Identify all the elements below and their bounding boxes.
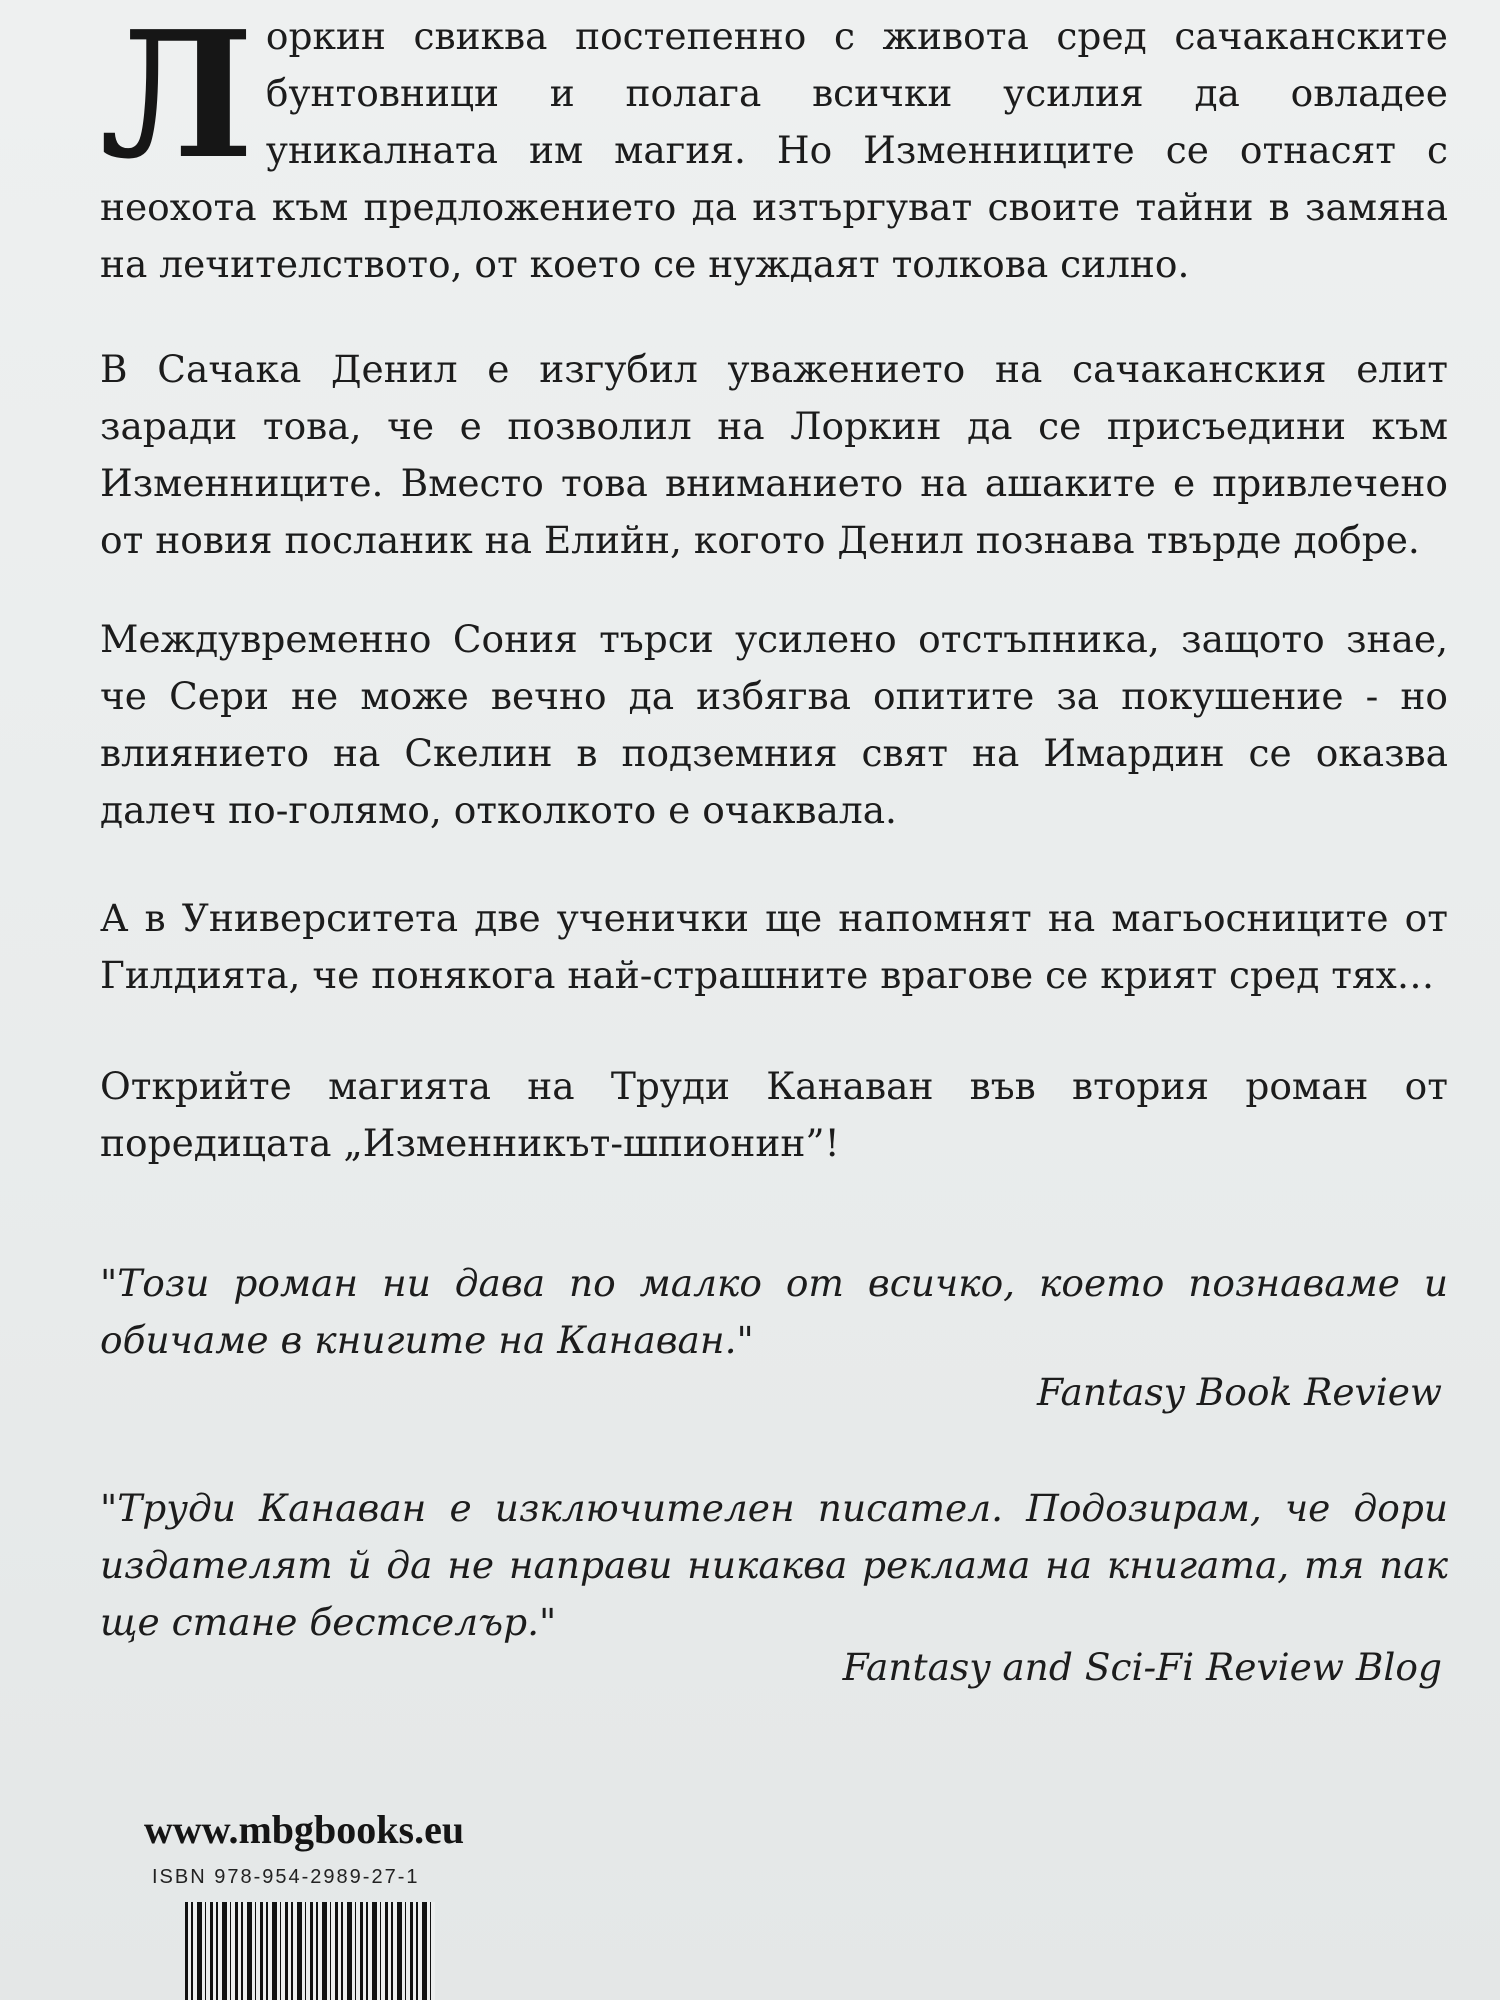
paragraph-sonia: Междувременно Сония търси усилено отстъпника, защото знае, че Сери не може вечно да избягва опитите за покушение - но влиянието на Скелин в подземния свят на Имардин се оказва далеч по-голямо, отколкото е очаквала. xyxy=(100,617,1448,832)
drop-cap: Л xyxy=(100,0,254,198)
paragraph-discover: Открийте магията на Труди Канаван във втория роман от поредицата „Изменникът-шпионин”! xyxy=(100,1064,1448,1165)
intro-paragraph xyxy=(100,0,1448,293)
review-source-2: Fantasy and Sci-Fi Review Blog xyxy=(842,1645,1442,1689)
publisher-website: www.mbgbooks.eu xyxy=(144,1807,465,1852)
review-source-1: Fantasy Book Review xyxy=(1036,1370,1442,1414)
isbn-number: ISBN 978-954-2989-27-1 xyxy=(152,1866,420,1888)
review-quote-1: "Този роман ни дава по малко от всичко, което познаваме и обичаме в книгите на Канаван." xyxy=(100,1261,1448,1362)
intro-text: оркин свиква постепенно с живота сред сачаканските бунтовници и полага всички усилия да овладее уникалната им магия. Но Изменниците се отнасят с неохота към предложението да изтъргуват своите тайни в замяна на лечителството, от което се нуждаят толкова силно. xyxy=(100,14,1448,286)
barcode-graphic xyxy=(185,1902,435,2000)
review-quote-2: "Труди Канаван е изключителен писател. Подозирам, че дори издателят й да не направи никаква реклама на книгата, тя пак ще стане бестселър." xyxy=(100,1486,1448,1644)
paragraph-university: А в Университета две ученички ще напомнят на магьосниците от Гилдията, че понякога най-страшните врагове се крият сред тях… xyxy=(100,896,1448,997)
paragraph-denil: В Сачака Денил е изгубил уважението на сачаканския елит заради това, че е позволил на Лоркин да се присъедини към Изменниците. Вместо това вниманието на ашаките е привлечено от новия посланик на Елийн, когото Денил познава твърде добре. xyxy=(100,347,1448,562)
back-cover xyxy=(100,0,1448,2000)
